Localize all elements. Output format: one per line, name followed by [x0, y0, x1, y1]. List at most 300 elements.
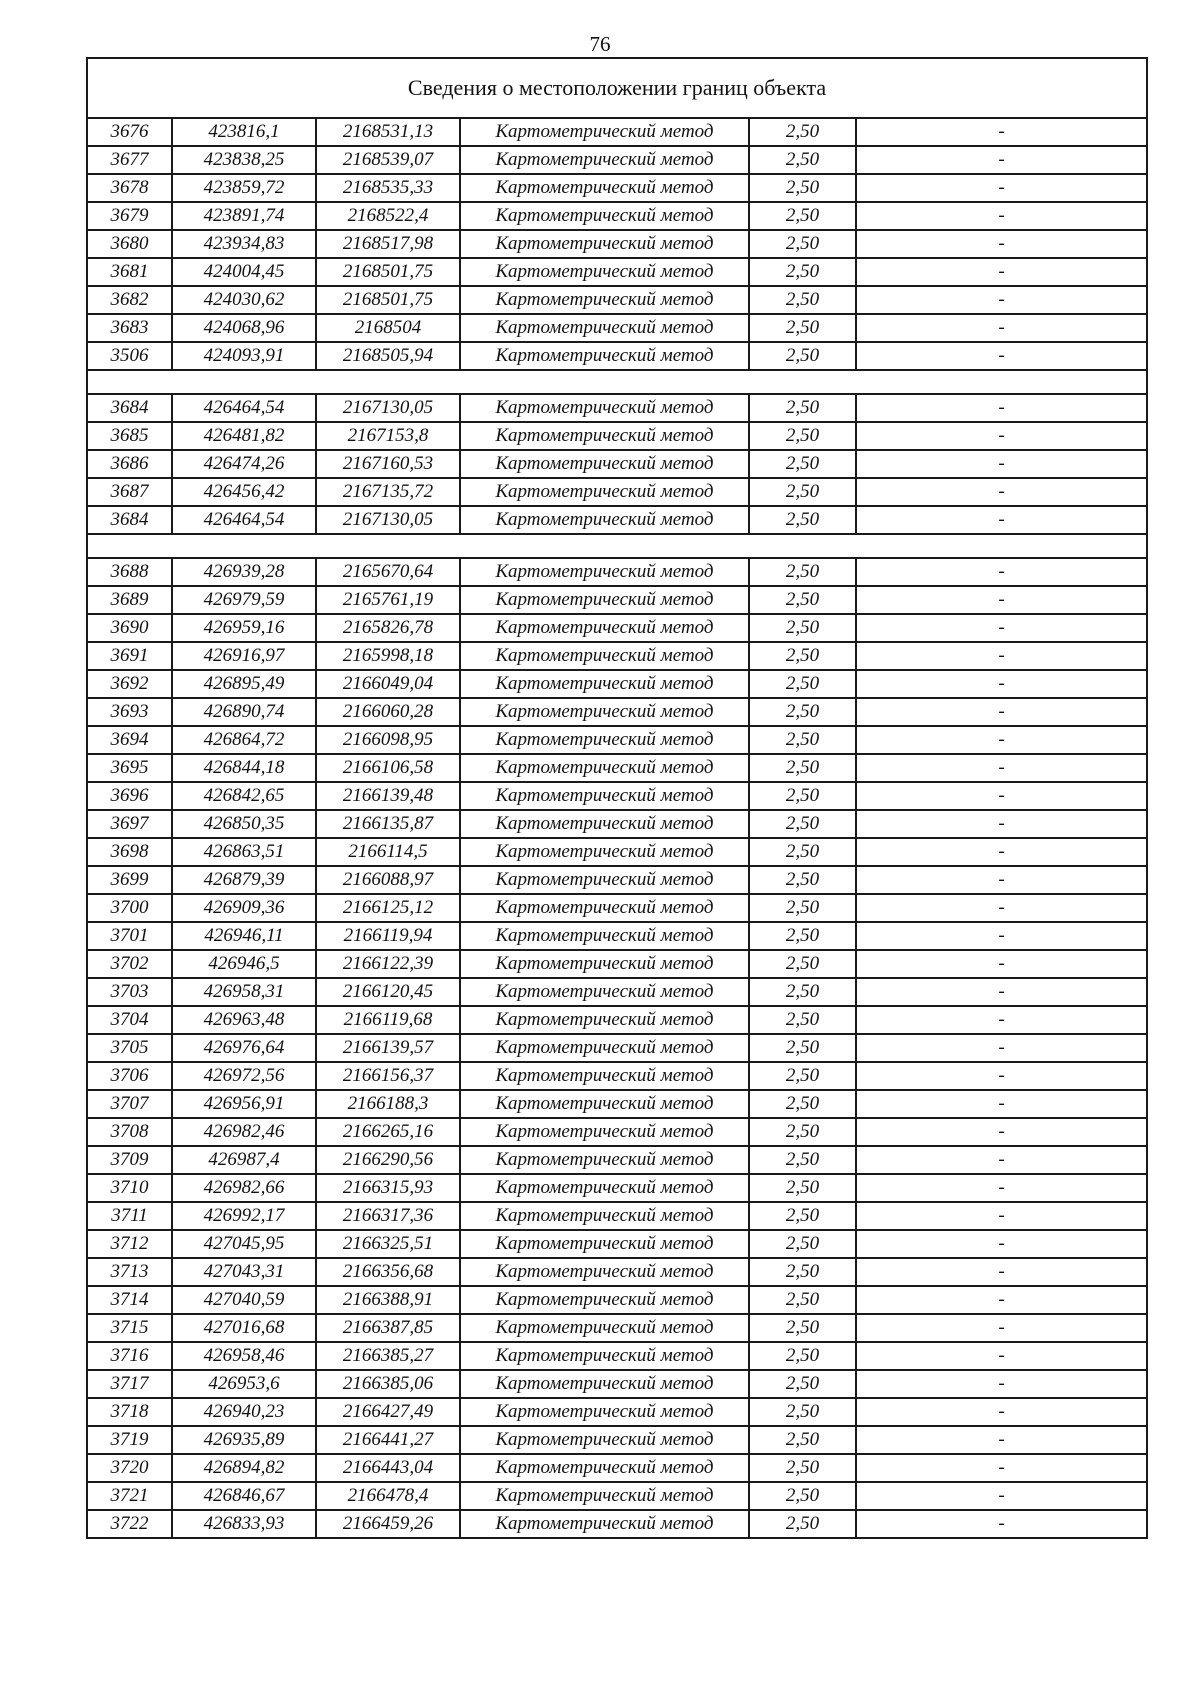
cell-method: Картометрический метод	[460, 642, 749, 670]
table-row	[87, 450, 1147, 478]
cell-point-number: 3708	[87, 1118, 172, 1146]
cell-point-number: 3700	[87, 894, 172, 922]
cell-accuracy: 2,50	[749, 586, 856, 614]
cell-method: Картометрический метод	[460, 670, 749, 698]
table-row	[87, 146, 1147, 174]
cell-point-number: 3684	[87, 506, 172, 534]
cell-method: Картометрический метод	[460, 866, 749, 894]
cell-description: -	[856, 1202, 1147, 1230]
cell-coord-x: 426879,39	[172, 866, 316, 894]
cell-coord-y: 2168522,4	[316, 202, 460, 230]
cell-method: Картометрический метод	[460, 1286, 749, 1314]
cell-method: Картометрический метод	[460, 726, 749, 754]
cell-coord-y: 2166459,26	[316, 1510, 460, 1538]
table-row	[87, 1034, 1147, 1062]
cell-point-number: 3712	[87, 1230, 172, 1258]
cell-coord-y: 2166388,91	[316, 1286, 460, 1314]
cell-coord-x: 426842,65	[172, 782, 316, 810]
cell-point-number: 3683	[87, 314, 172, 342]
table-body	[87, 58, 1147, 1538]
cell-description: -	[856, 866, 1147, 894]
cell-description: -	[856, 1174, 1147, 1202]
cell-description: -	[856, 1510, 1147, 1538]
cell-method: Картометрический метод	[460, 286, 749, 314]
table-row	[87, 614, 1147, 642]
cell-method: Картометрический метод	[460, 1314, 749, 1342]
table-row	[87, 1174, 1147, 1202]
cell-point-number: 3686	[87, 450, 172, 478]
cell-coord-x: 424068,96	[172, 314, 316, 342]
table-row	[87, 258, 1147, 286]
cell-coord-x: 423838,25	[172, 146, 316, 174]
cell-coord-x: 426481,82	[172, 422, 316, 450]
cell-coord-x: 426972,56	[172, 1062, 316, 1090]
cell-coord-y: 2166317,36	[316, 1202, 460, 1230]
cell-point-number: 3705	[87, 1034, 172, 1062]
cell-description: -	[856, 1118, 1147, 1146]
cell-point-number: 3722	[87, 1510, 172, 1538]
cell-coord-y: 2166265,16	[316, 1118, 460, 1146]
cell-coord-x: 426982,46	[172, 1118, 316, 1146]
cell-accuracy: 2,50	[749, 810, 856, 838]
cell-coord-x: 426987,4	[172, 1146, 316, 1174]
cell-description: -	[856, 810, 1147, 838]
cell-point-number: 3696	[87, 782, 172, 810]
table-row	[87, 1314, 1147, 1342]
cell-method: Картометрический метод	[460, 1342, 749, 1370]
boundary-coordinates-table	[86, 57, 1148, 1539]
cell-point-number: 3721	[87, 1482, 172, 1510]
cell-coord-x: 426939,28	[172, 558, 316, 586]
table-row	[87, 1258, 1147, 1286]
cell-method: Картометрический метод	[460, 1482, 749, 1510]
cell-method: Картометрический метод	[460, 450, 749, 478]
cell-coord-y: 2166325,51	[316, 1230, 460, 1258]
cell-accuracy: 2,50	[749, 422, 856, 450]
cell-coord-y: 2168501,75	[316, 258, 460, 286]
cell-method: Картометрический метод	[460, 506, 749, 534]
cell-coord-x: 423859,72	[172, 174, 316, 202]
cell-accuracy: 2,50	[749, 1090, 856, 1118]
cell-description: -	[856, 642, 1147, 670]
cell-coord-x: 424030,62	[172, 286, 316, 314]
cell-coord-y: 2166356,68	[316, 1258, 460, 1286]
cell-description: -	[856, 1090, 1147, 1118]
cell-accuracy: 2,50	[749, 1370, 856, 1398]
cell-coord-y: 2166315,93	[316, 1174, 460, 1202]
table-row	[87, 202, 1147, 230]
cell-coord-y: 2168504	[316, 314, 460, 342]
cell-accuracy: 2,50	[749, 506, 856, 534]
cell-method: Картометрический метод	[460, 146, 749, 174]
table-row	[87, 118, 1147, 146]
cell-point-number: 3506	[87, 342, 172, 370]
cell-accuracy: 2,50	[749, 174, 856, 202]
cell-description: -	[856, 258, 1147, 286]
cell-method: Картометрический метод	[460, 1062, 749, 1090]
cell-point-number: 3676	[87, 118, 172, 146]
cell-description: -	[856, 950, 1147, 978]
cell-description: -	[856, 118, 1147, 146]
cell-accuracy: 2,50	[749, 1426, 856, 1454]
cell-coord-x: 427043,31	[172, 1258, 316, 1286]
cell-coord-x: 427040,59	[172, 1286, 316, 1314]
cell-point-number: 3715	[87, 1314, 172, 1342]
cell-point-number: 3697	[87, 810, 172, 838]
cell-coord-y: 2168531,13	[316, 118, 460, 146]
table-row	[87, 174, 1147, 202]
cell-coord-x: 426959,16	[172, 614, 316, 642]
cell-coord-y: 2165826,78	[316, 614, 460, 642]
cell-coord-y: 2165998,18	[316, 642, 460, 670]
cell-coord-y: 2166135,87	[316, 810, 460, 838]
cell-coord-x: 426946,5	[172, 950, 316, 978]
cell-coord-y: 2166119,94	[316, 922, 460, 950]
cell-accuracy: 2,50	[749, 1286, 856, 1314]
cell-method: Картометрический метод	[460, 1398, 749, 1426]
cell-method: Картометрический метод	[460, 978, 749, 1006]
cell-accuracy: 2,50	[749, 118, 856, 146]
cell-coord-x: 423934,83	[172, 230, 316, 258]
table-row	[87, 810, 1147, 838]
cell-accuracy: 2,50	[749, 1146, 856, 1174]
cell-coord-x: 423891,74	[172, 202, 316, 230]
cell-coord-x: 426956,91	[172, 1090, 316, 1118]
cell-accuracy: 2,50	[749, 754, 856, 782]
cell-point-number: 3704	[87, 1006, 172, 1034]
cell-description: -	[856, 1034, 1147, 1062]
table-row	[87, 782, 1147, 810]
cell-accuracy: 2,50	[749, 1202, 856, 1230]
cell-coord-x: 426846,67	[172, 1482, 316, 1510]
cell-coord-x: 426850,35	[172, 810, 316, 838]
table-row	[87, 726, 1147, 754]
table-row	[87, 1398, 1147, 1426]
cell-accuracy: 2,50	[749, 202, 856, 230]
cell-accuracy: 2,50	[749, 670, 856, 698]
cell-coord-y: 2166478,4	[316, 1482, 460, 1510]
cell-point-number: 3716	[87, 1342, 172, 1370]
cell-accuracy: 2,50	[749, 642, 856, 670]
cell-description: -	[856, 1006, 1147, 1034]
cell-coord-y: 2166427,49	[316, 1398, 460, 1426]
cell-description: -	[856, 1426, 1147, 1454]
cell-method: Картометрический метод	[460, 586, 749, 614]
cell-description: -	[856, 698, 1147, 726]
cell-method: Картометрический метод	[460, 950, 749, 978]
table-row	[87, 698, 1147, 726]
cell-point-number: 3692	[87, 670, 172, 698]
cell-coord-y: 2168505,94	[316, 342, 460, 370]
table-row	[87, 894, 1147, 922]
cell-coord-x: 426464,54	[172, 506, 316, 534]
cell-method: Картометрический метод	[460, 1118, 749, 1146]
cell-coord-x: 426864,72	[172, 726, 316, 754]
table-row	[87, 1146, 1147, 1174]
cell-coord-y: 2168539,07	[316, 146, 460, 174]
cell-description: -	[856, 894, 1147, 922]
cell-point-number: 3703	[87, 978, 172, 1006]
cell-accuracy: 2,50	[749, 342, 856, 370]
cell-coord-y: 2166385,27	[316, 1342, 460, 1370]
cell-coord-x: 426958,46	[172, 1342, 316, 1370]
cell-method: Картометрический метод	[460, 1146, 749, 1174]
cell-point-number: 3701	[87, 922, 172, 950]
cell-coord-y: 2166098,95	[316, 726, 460, 754]
cell-accuracy: 2,50	[749, 698, 856, 726]
table-row	[87, 286, 1147, 314]
cell-coord-y: 2167135,72	[316, 478, 460, 506]
cell-description: -	[856, 614, 1147, 642]
cell-description: -	[856, 1314, 1147, 1342]
cell-coord-x: 426992,17	[172, 1202, 316, 1230]
cell-accuracy: 2,50	[749, 614, 856, 642]
cell-coord-y: 2165761,19	[316, 586, 460, 614]
table-row	[87, 978, 1147, 1006]
cell-coord-x: 426963,48	[172, 1006, 316, 1034]
cell-accuracy: 2,50	[749, 1398, 856, 1426]
table-row	[87, 1118, 1147, 1146]
cell-description: -	[856, 558, 1147, 586]
cell-coord-x: 424093,91	[172, 342, 316, 370]
cell-point-number: 3691	[87, 642, 172, 670]
cell-method: Картометрический метод	[460, 342, 749, 370]
table-row	[87, 558, 1147, 586]
group-separator-cell	[87, 370, 1147, 394]
cell-accuracy: 2,50	[749, 782, 856, 810]
cell-coord-x: 426909,36	[172, 894, 316, 922]
cell-method: Картометрический метод	[460, 118, 749, 146]
cell-coord-x: 426456,42	[172, 478, 316, 506]
table-row	[87, 422, 1147, 450]
cell-coord-x: 426946,11	[172, 922, 316, 950]
cell-coord-y: 2168501,75	[316, 286, 460, 314]
cell-method: Картометрический метод	[460, 782, 749, 810]
table-row	[87, 922, 1147, 950]
cell-coord-y: 2166441,27	[316, 1426, 460, 1454]
cell-coord-x: 426976,64	[172, 1034, 316, 1062]
cell-description: -	[856, 670, 1147, 698]
table-row	[87, 1062, 1147, 1090]
table-title-row	[87, 58, 1147, 118]
cell-method: Картометрический метод	[460, 174, 749, 202]
cell-description: -	[856, 202, 1147, 230]
table-row	[87, 754, 1147, 782]
cell-description: -	[856, 146, 1147, 174]
cell-accuracy: 2,50	[749, 978, 856, 1006]
cell-description: -	[856, 838, 1147, 866]
cell-point-number: 3693	[87, 698, 172, 726]
cell-coord-x: 424004,45	[172, 258, 316, 286]
cell-point-number: 3719	[87, 1426, 172, 1454]
cell-description: -	[856, 1258, 1147, 1286]
cell-coord-x: 423816,1	[172, 118, 316, 146]
cell-accuracy: 2,50	[749, 1510, 856, 1538]
cell-method: Картометрический метод	[460, 1034, 749, 1062]
cell-description: -	[856, 1342, 1147, 1370]
cell-coord-y: 2167130,05	[316, 506, 460, 534]
cell-description: -	[856, 342, 1147, 370]
cell-method: Картометрический метод	[460, 698, 749, 726]
cell-coord-x: 426894,82	[172, 1454, 316, 1482]
table-row	[87, 1510, 1147, 1538]
table-row	[87, 1090, 1147, 1118]
table-row	[87, 1482, 1147, 1510]
cell-coord-y: 2166114,5	[316, 838, 460, 866]
cell-accuracy: 2,50	[749, 950, 856, 978]
cell-coord-y: 2167153,8	[316, 422, 460, 450]
cell-method: Картометрический метод	[460, 614, 749, 642]
cell-point-number: 3681	[87, 258, 172, 286]
cell-accuracy: 2,50	[749, 558, 856, 586]
cell-method: Картометрический метод	[460, 1370, 749, 1398]
cell-description: -	[856, 1370, 1147, 1398]
table-row	[87, 506, 1147, 534]
cell-accuracy: 2,50	[749, 1342, 856, 1370]
cell-method: Картометрический метод	[460, 1510, 749, 1538]
cell-description: -	[856, 230, 1147, 258]
cell-coord-y: 2166119,68	[316, 1006, 460, 1034]
cell-accuracy: 2,50	[749, 1034, 856, 1062]
cell-description: -	[856, 1398, 1147, 1426]
cell-accuracy: 2,50	[749, 258, 856, 286]
cell-accuracy: 2,50	[749, 1118, 856, 1146]
table-row	[87, 1454, 1147, 1482]
cell-coord-y: 2168517,98	[316, 230, 460, 258]
cell-coord-y: 2166120,45	[316, 978, 460, 1006]
cell-point-number: 3680	[87, 230, 172, 258]
cell-method: Картометрический метод	[460, 754, 749, 782]
cell-description: -	[856, 478, 1147, 506]
group-separator-cell	[87, 534, 1147, 558]
cell-point-number: 3707	[87, 1090, 172, 1118]
cell-point-number: 3685	[87, 422, 172, 450]
cell-accuracy: 2,50	[749, 866, 856, 894]
cell-method: Картометрический метод	[460, 478, 749, 506]
cell-accuracy: 2,50	[749, 1482, 856, 1510]
cell-coord-x: 426464,54	[172, 394, 316, 422]
cell-coord-x: 426979,59	[172, 586, 316, 614]
cell-coord-x: 426940,23	[172, 1398, 316, 1426]
table-row	[87, 1230, 1147, 1258]
cell-coord-x: 426844,18	[172, 754, 316, 782]
cell-point-number: 3718	[87, 1398, 172, 1426]
cell-point-number: 3682	[87, 286, 172, 314]
cell-coord-x: 426935,89	[172, 1426, 316, 1454]
cell-coord-y: 2166290,56	[316, 1146, 460, 1174]
cell-accuracy: 2,50	[749, 146, 856, 174]
cell-point-number: 3711	[87, 1202, 172, 1230]
cell-method: Картометрический метод	[460, 1426, 749, 1454]
cell-method: Картометрический метод	[460, 1090, 749, 1118]
cell-coord-x: 426895,49	[172, 670, 316, 698]
table-row	[87, 642, 1147, 670]
cell-coord-x: 426953,6	[172, 1370, 316, 1398]
cell-description: -	[856, 394, 1147, 422]
cell-method: Картометрический метод	[460, 1006, 749, 1034]
cell-description: -	[856, 286, 1147, 314]
cell-accuracy: 2,50	[749, 1230, 856, 1258]
cell-accuracy: 2,50	[749, 1454, 856, 1482]
cell-method: Картометрический метод	[460, 894, 749, 922]
cell-accuracy: 2,50	[749, 230, 856, 258]
cell-point-number: 3694	[87, 726, 172, 754]
cell-accuracy: 2,50	[749, 922, 856, 950]
cell-description: -	[856, 450, 1147, 478]
cell-coord-x: 426474,26	[172, 450, 316, 478]
cell-coord-x: 426958,31	[172, 978, 316, 1006]
cell-coord-y: 2166387,85	[316, 1314, 460, 1342]
table-row	[87, 1370, 1147, 1398]
table-row	[87, 586, 1147, 614]
cell-coord-x: 426916,97	[172, 642, 316, 670]
cell-accuracy: 2,50	[749, 286, 856, 314]
cell-point-number: 3695	[87, 754, 172, 782]
cell-point-number: 3698	[87, 838, 172, 866]
cell-coord-y: 2166156,37	[316, 1062, 460, 1090]
cell-description: -	[856, 506, 1147, 534]
cell-point-number: 3689	[87, 586, 172, 614]
cell-method: Картометрический метод	[460, 558, 749, 586]
table-row	[87, 1202, 1147, 1230]
cell-description: -	[856, 586, 1147, 614]
cell-description: -	[856, 754, 1147, 782]
cell-point-number: 3713	[87, 1258, 172, 1286]
cell-coord-y: 2166106,58	[316, 754, 460, 782]
cell-coord-y: 2166122,39	[316, 950, 460, 978]
cell-point-number: 3709	[87, 1146, 172, 1174]
table-row	[87, 1426, 1147, 1454]
table-row	[87, 230, 1147, 258]
cell-method: Картометрический метод	[460, 314, 749, 342]
cell-point-number: 3678	[87, 174, 172, 202]
cell-method: Картометрический метод	[460, 1454, 749, 1482]
cell-point-number: 3690	[87, 614, 172, 642]
cell-description: -	[856, 422, 1147, 450]
cell-method: Картометрический метод	[460, 230, 749, 258]
cell-description: -	[856, 1146, 1147, 1174]
cell-coord-y: 2166088,97	[316, 866, 460, 894]
cell-point-number: 3720	[87, 1454, 172, 1482]
table-row	[87, 314, 1147, 342]
cell-point-number: 3717	[87, 1370, 172, 1398]
table-row	[87, 1006, 1147, 1034]
table-row	[87, 670, 1147, 698]
cell-point-number: 3710	[87, 1174, 172, 1202]
cell-point-number: 3702	[87, 950, 172, 978]
table-row	[87, 394, 1147, 422]
cell-description: -	[856, 1062, 1147, 1090]
cell-point-number: 3677	[87, 146, 172, 174]
cell-accuracy: 2,50	[749, 726, 856, 754]
cell-method: Картометрический метод	[460, 1230, 749, 1258]
cell-method: Картометрический метод	[460, 1258, 749, 1286]
cell-method: Картометрический метод	[460, 838, 749, 866]
cell-method: Картометрический метод	[460, 1174, 749, 1202]
table-title: Сведения о местоположении границ объекта	[87, 58, 1147, 118]
cell-coord-y: 2166188,3	[316, 1090, 460, 1118]
cell-point-number: 3706	[87, 1062, 172, 1090]
cell-accuracy: 2,50	[749, 1006, 856, 1034]
cell-method: Картометрический метод	[460, 258, 749, 286]
cell-accuracy: 2,50	[749, 894, 856, 922]
cell-point-number: 3687	[87, 478, 172, 506]
cell-coord-x: 426982,66	[172, 1174, 316, 1202]
page-number: 76	[589, 32, 611, 56]
cell-accuracy: 2,50	[749, 478, 856, 506]
table-row	[87, 478, 1147, 506]
cell-description: -	[856, 1482, 1147, 1510]
